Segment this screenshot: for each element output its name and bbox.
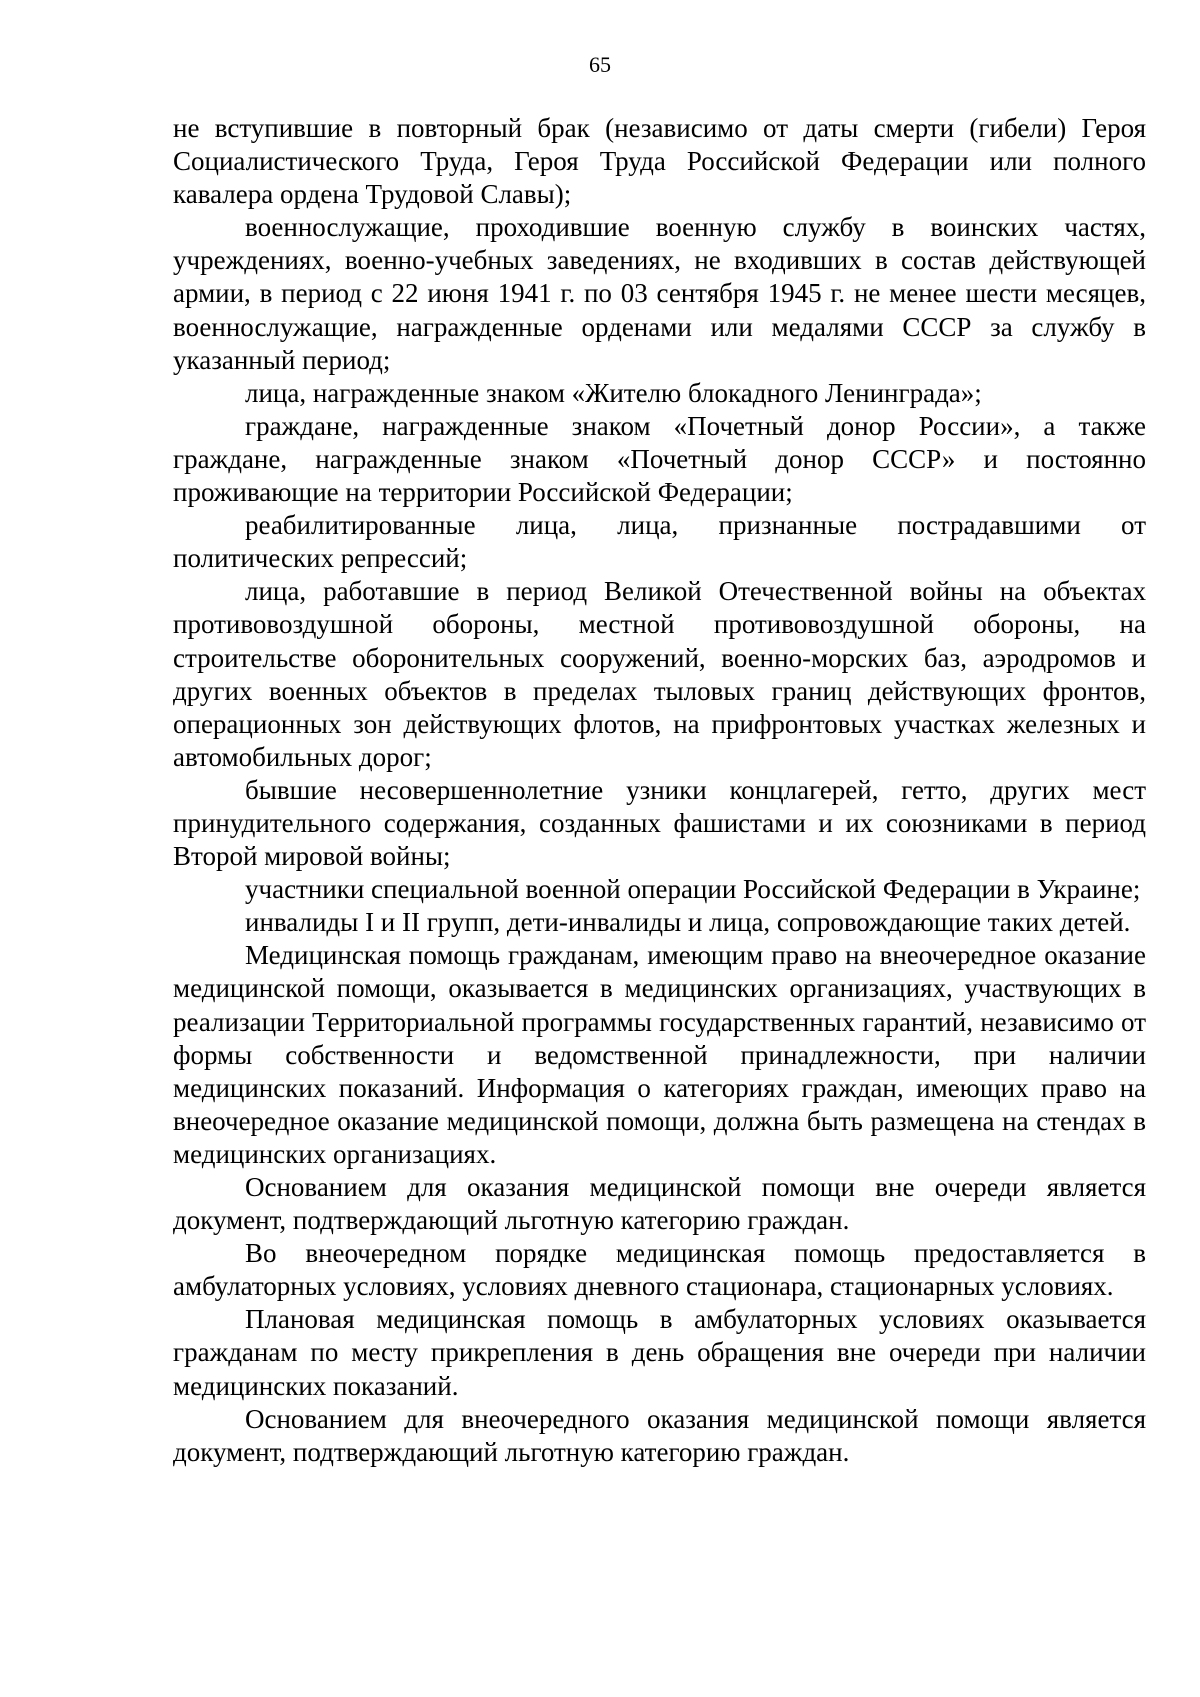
paragraph: лица, работавшие в период Великой Отечественной войны на объектах противовоздушной обороны, местной противовоздушной обороны, на строительстве оборонительных сооружений, военно-морских баз, аэродромов и других военных объектов в пределах тыловых границ действующих фронтов, операционных зон действующих флотов, на прифронтовых участках железных и автомобильных дорог;: [173, 576, 1146, 772]
paragraph: Медицинская помощь гражданам, имеющим право на внеочередное оказание медицинской помощи, оказывается в медицинских организациях, участвующих в реализации Территориальной программы государственных гарантий, независимо от формы собственности и ведомственной принадлежности, при наличии медицинских показаний. Информация о категориях граждан, имеющих право на внеочередное оказание медицинской помощи, должна быть размещена на стендах в медицинских организациях.: [173, 940, 1146, 1169]
paragraph: не вступившие в повторный брак (независимо от даты смерти (гибели) Героя Социалистического Труда, Героя Труда Российской Федерации или полного кавалера ордена Трудовой Славы);: [173, 113, 1146, 210]
paragraph: Основанием для внеочередного оказания медицинской помощи является документ, подтверждающий льготную категорию граждан.: [173, 1403, 1146, 1467]
paragraph: инвалиды I и II групп, дети-инвалиды и лица, сопровождающие таких детей.: [245, 907, 1131, 938]
paragraph: участники специальной военной операции Российской Федерации в Украине;: [245, 874, 1141, 905]
paragraph: граждане, награжденные знаком «Почетный донор России», а также граждане, награжденные знаком «Почетный донор СССР» и постоянно проживающие на территории Российской Федерации;: [173, 410, 1146, 508]
paragraph: бывшие несовершеннолетние узники концлагерей, гетто, других мест принудительного содержания, созданных фашистами и их союзниками в период Второй мировой войны;: [173, 774, 1146, 872]
paragraph: Во внеочередном порядке медицинская помощь предоставляется в амбулаторных условиях, условиях дневного стационара, стационарных условиях.: [173, 1238, 1146, 1302]
paragraph: Плановая медицинская помощь в амбулаторных условиях оказывается гражданам по месту прикрепления в день обращения вне очереди при наличии медицинских показаний.: [173, 1304, 1146, 1401]
paragraph: лица, награжденные знаком «Жителю блокадного Ленинграда»;: [245, 377, 982, 408]
paragraph: Основанием для оказания медицинской помощи вне очереди является документ, подтверждающий льготную категорию граждан.: [173, 1172, 1146, 1236]
page-number: 65: [589, 52, 611, 77]
document-body: [173, 112, 1146, 1469]
paragraph: реабилитированные лица, лица, признанные пострадавшими от политических репрессий;: [173, 510, 1146, 574]
paragraph: военнослужащие, проходившие военную службу в воинских частях, учреждениях, военно-учебных заведениях, не входивших в состав действующей армии, в период с 22 июня 1941 г. по 03 сентября 1945 г. не менее шести месяцев, военнослужащие, награжденные орденами или медалями СССР за службу в указанный период;: [173, 212, 1146, 375]
